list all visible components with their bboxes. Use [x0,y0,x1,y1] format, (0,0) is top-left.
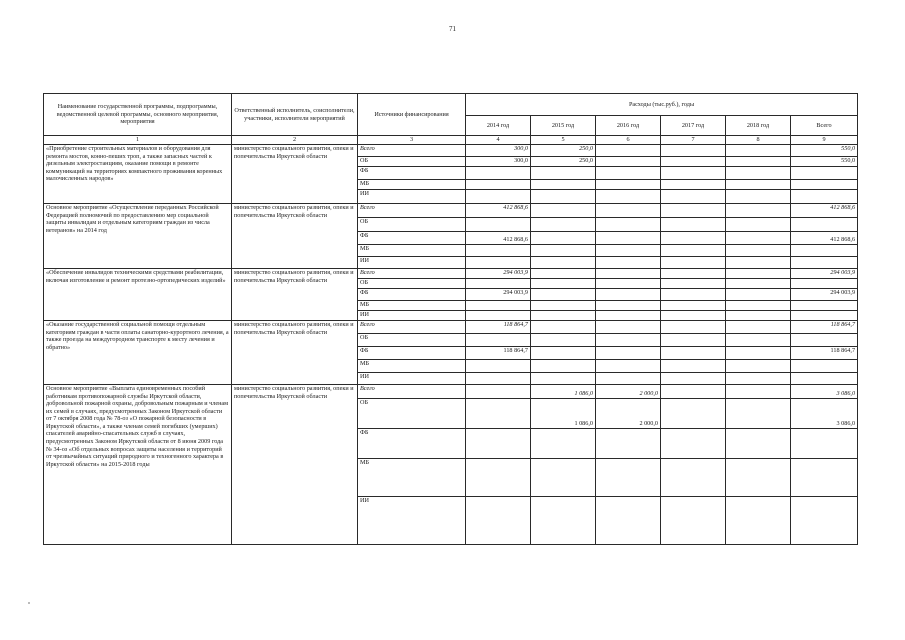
amount-year [661,245,726,257]
amount-year [596,459,661,497]
amount-year [531,321,596,334]
amount-year [726,157,791,167]
amount-year [726,167,791,180]
amount-year [661,334,726,347]
amount-year [661,301,726,311]
amount-year [466,373,531,385]
responsible-executor: министерство социального развития, опеки и попечительства Иркутской области [232,269,358,321]
funding-source: Всего [358,204,466,218]
amount-year [661,347,726,360]
scan-artifact [28,602,30,604]
column-number: 2 [232,136,358,145]
amount-year [661,360,726,373]
amount-year: 250,0 [531,145,596,157]
funding-source: Всего [358,269,466,279]
header-executor: Ответственный исполнитель, соисполнители, участники, исполнители мероприятий [232,94,358,136]
amount-year [726,334,791,347]
amount-year [661,399,726,429]
column-number: 1 [44,136,232,145]
table-row [44,321,858,334]
amount-year [596,190,661,204]
amount-year [596,347,661,360]
amount-year [596,157,661,167]
amount-total: 294 003,9 [791,289,858,301]
funding-source: МБ [358,245,466,257]
amount-total [791,311,858,321]
amount-year [661,167,726,180]
amount-year [726,145,791,157]
amount-year [726,257,791,269]
amount-year [661,289,726,301]
amount-year [661,145,726,157]
funding-source: ФБ [358,347,466,360]
amount-year [726,245,791,257]
amount-year: 294 003,9 [466,289,531,301]
amount-year [466,279,531,289]
funding-source: ФБ [358,289,466,301]
amount-year [661,232,726,245]
funding-source: ИИ [358,311,466,321]
amount-year [726,232,791,245]
amount-year [531,204,596,218]
amount-year [466,218,531,232]
amount-total [791,245,858,257]
amount-total [791,167,858,180]
amount-year [531,301,596,311]
amount-year [661,321,726,334]
amount-year [661,311,726,321]
column-number: 4 [466,136,531,145]
header-year: 2016 год [596,116,661,136]
amount-year [596,145,661,157]
amount-year: 294 003,9 [466,269,531,279]
amount-total [791,360,858,373]
table-body [44,145,858,545]
amount-year [661,385,726,399]
amount-year [531,167,596,180]
amount-total [791,218,858,232]
amount-year [466,497,531,545]
funding-source: ФБ [358,167,466,180]
amount-year [596,167,661,180]
funding-source: ИИ [358,497,466,545]
amount-total [791,180,858,190]
amount-year [596,360,661,373]
funding-source: ФБ [358,429,466,459]
amount-year [596,311,661,321]
amount-year: 1 086,0 [531,385,596,399]
column-number: 3 [358,136,466,145]
funding-source: МБ [358,180,466,190]
amount-year [726,180,791,190]
amount-year [596,301,661,311]
amount-year [596,218,661,232]
amount-year [661,279,726,289]
amount-year: 1 086,0 [531,399,596,429]
amount-year [596,429,661,459]
amount-year [726,311,791,321]
amount-year [466,429,531,459]
amount-total: 3 086,0 [791,385,858,399]
amount-year [531,180,596,190]
funding-source: Всего [358,145,466,157]
amount-total: 550,0 [791,145,858,157]
amount-year [726,301,791,311]
table-row [44,145,858,157]
amount-year [661,218,726,232]
amount-year [466,167,531,180]
amount-year [726,347,791,360]
column-number: 5 [531,136,596,145]
amount-year [726,190,791,204]
amount-year: 412 868,6 [466,232,531,245]
amount-year [531,257,596,269]
amount-year [466,459,531,497]
amount-year [661,429,726,459]
amount-total [791,301,858,311]
amount-total [791,459,858,497]
amount-year [661,204,726,218]
amount-year [596,204,661,218]
amount-year [531,497,596,545]
budget-table [43,93,858,545]
amount-year [596,334,661,347]
amount-total [791,257,858,269]
amount-year [531,269,596,279]
measure-name: «Обеспечение инвалидов техническими средствами реабилитации, включая изготовление и ремонт протезно-ортопедических изделий» [44,269,232,321]
amount-year [726,321,791,334]
amount-total: 118 864,7 [791,347,858,360]
measure-name: Основное мероприятие «Выплата единовременных пособий работникам противопожарной службы Иркутской области, добровольной пожарной охраны, добровольным пожарным и членам их семей в случаях, предусмотренных Законом Иркутской области от 7 октября 2008 года № 78-оз «О пожарной безопасности в Иркутской области», а также членам семей погибших (умерших) спасателей аварийно-спасательных служб в случаях, предусмотренных Законом Иркутской области от 8 июня 2009 года № 34-оз «Об отдельных вопросах защиты населения и территорий от чрезвычайных ситуаций природного и техногенного характера в Иркутской области» на 2015-2018 годы [44,385,232,545]
header-year: 2018 год [726,116,791,136]
amount-total [791,190,858,204]
amount-year [466,334,531,347]
amount-year [466,245,531,257]
amount-year: 2 000,0 [596,399,661,429]
amount-year [661,180,726,190]
header-sources: Источники финансирования [358,94,466,136]
amount-year [726,399,791,429]
amount-year [531,311,596,321]
amount-year [466,180,531,190]
amount-year [531,334,596,347]
header-year: 2015 год [531,116,596,136]
amount-year [466,190,531,204]
amount-year [726,279,791,289]
amount-total: 294 003,9 [791,269,858,279]
amount-year [531,245,596,257]
amount-year [596,497,661,545]
funding-source: МБ [358,459,466,497]
header-name: Наименование государственной программы, подпрограммы, ведомственной целевой программы, основного мероприятия, мероприятия [44,94,232,136]
funding-source: МБ [358,360,466,373]
column-number: 7 [661,136,726,145]
table-row [44,269,858,279]
funding-source: ОБ [358,334,466,347]
amount-total [791,429,858,459]
amount-year [661,497,726,545]
amount-year [661,269,726,279]
amount-year [596,269,661,279]
amount-year: 412 868,6 [466,204,531,218]
amount-total [791,497,858,545]
amount-year [726,204,791,218]
amount-year [596,321,661,334]
funding-source: ИИ [358,257,466,269]
amount-total [791,373,858,385]
amount-year [466,399,531,429]
amount-year [726,459,791,497]
column-number: 9 [791,136,858,145]
amount-year [466,301,531,311]
amount-year: 2 000,0 [596,385,661,399]
amount-year [531,289,596,301]
funding-source: ОБ [358,399,466,429]
amount-year [726,373,791,385]
header-year: 2014 год [466,116,531,136]
amount-total: 412 868,6 [791,204,858,218]
amount-year [531,373,596,385]
amount-year [531,429,596,459]
header-total: Всего [791,116,858,136]
funding-source: ОБ [358,279,466,289]
amount-year [531,190,596,204]
amount-year [531,459,596,497]
amount-year: 250,0 [531,157,596,167]
amount-year [726,269,791,279]
funding-source: ФБ [358,232,466,245]
funding-source: ОБ [358,157,466,167]
funding-source: Всего [358,385,466,399]
amount-year [531,218,596,232]
amount-year [466,360,531,373]
amount-year [726,289,791,301]
measure-name: Основное мероприятие «Осуществление переданных Российской Федерацией полномочий по предоставлению мер социальной защиты инвалидам и отдельным категориям граждан из числа ветеранов» на 2014 год [44,204,232,269]
table-row [44,385,858,399]
funding-source: ИИ [358,373,466,385]
amount-year [661,157,726,167]
amount-year [531,279,596,289]
measure-name: «Приобретение строительных материалов и оборудования для ремонта мостов, конно-пеших троп, а также запасных частей к дизельным электростанциям, оказание помощи в ремонте коммуникаций на территориях компактного проживания коренных малочисленных народов» [44,145,232,204]
responsible-executor: министерство социального развития, опеки и попечительства Иркутской области [232,204,358,269]
amount-year [466,311,531,321]
measure-name: «Оказание государственной социальной помощи отдельным категориям граждан в части оплаты санаторно-курортного лечения, а также проезда на междугородном транспорте к месту лечения и обратно» [44,321,232,385]
amount-total [791,279,858,289]
funding-source: Всего [358,321,466,334]
column-number: 8 [726,136,791,145]
header-expenses: Расходы (тыс.руб.), годы [466,94,858,116]
amount-total: 3 086,0 [791,399,858,429]
funding-source: МБ [358,301,466,311]
amount-total [791,334,858,347]
amount-year [726,429,791,459]
amount-year [726,218,791,232]
responsible-executor: министерство социального развития, опеки и попечительства Иркутской области [232,145,358,204]
amount-year [596,180,661,190]
amount-year [726,497,791,545]
table-row [44,204,858,218]
amount-year [596,373,661,385]
amount-year [596,245,661,257]
amount-year [531,360,596,373]
column-number: 6 [596,136,661,145]
amount-year [661,257,726,269]
amount-year: 118 864,7 [466,321,531,334]
amount-year: 300,0 [466,145,531,157]
amount-year [596,289,661,301]
header-year: 2017 год [661,116,726,136]
amount-year: 118 864,7 [466,347,531,360]
funding-source: ОБ [358,218,466,232]
responsible-executor: министерство социального развития, опеки и попечительства Иркутской области [232,385,358,545]
page-number: 71 [449,25,456,33]
amount-year [661,190,726,204]
funding-source: ИИ [358,190,466,204]
amount-year [596,279,661,289]
amount-total: 118 864,7 [791,321,858,334]
amount-year [661,459,726,497]
amount-year [661,373,726,385]
amount-year [531,232,596,245]
amount-year [596,232,661,245]
amount-total: 412 868,6 [791,232,858,245]
amount-year [531,347,596,360]
amount-year [466,257,531,269]
amount-year [726,360,791,373]
amount-total: 550,0 [791,157,858,167]
responsible-executor: министерство социального развития, опеки и попечительства Иркутской области [232,321,358,385]
amount-year [466,385,531,399]
amount-year [596,257,661,269]
amount-year [726,385,791,399]
amount-year: 300,0 [466,157,531,167]
